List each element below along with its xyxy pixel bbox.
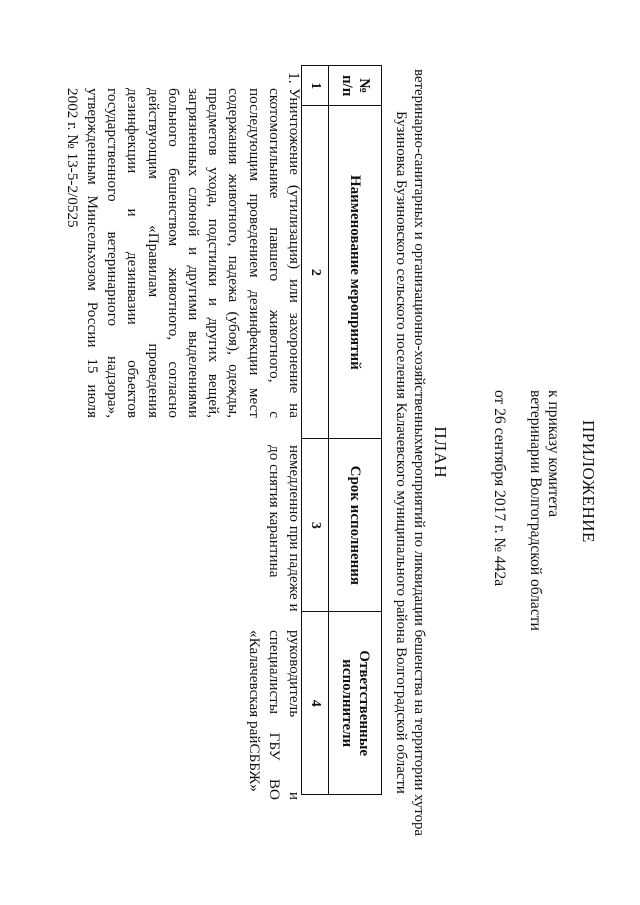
appendix-title: ПРИЛОЖЕНИЕ	[579, 420, 598, 543]
header-responsible: Ответственные исполнители	[329, 612, 382, 795]
plan-table	[301, 65, 382, 795]
plan-subtitle-line-2: Бузиновка Бузиновского сельского поселения Калачевского муниципального района Волгоградской области	[393, 111, 409, 794]
column-number-3: 3	[302, 439, 329, 612]
column-number-1: 1	[302, 66, 329, 106]
row-1-number: 1.	[285, 72, 302, 84]
header-actions: Наименование мероприятий	[329, 106, 382, 439]
plan-title: ПЛАН	[431, 426, 450, 479]
row-1-responsible: руководитель и специалисты ГБУ ВО «Калачевская райСББЖ»	[245, 630, 303, 800]
appendix-line-2: ветеринарии Волгоградской области	[527, 390, 544, 631]
row-1-deadline: немедленно при падеже и до снятия карантина	[265, 445, 303, 612]
appendix-order-date: от 26 сентября 2017 г. № 442а	[491, 390, 508, 587]
appendix-line-1: к приказу комитета	[545, 390, 562, 518]
plan-subtitle-line-1: ветеринарно-санитарных и организационно-хозяйственныхмероприятий по ликвидации бешенства на территории хутора	[411, 69, 427, 836]
header-number: № п/п	[329, 66, 382, 106]
column-number-2: 2	[302, 106, 329, 439]
column-number-4: 4	[302, 612, 329, 795]
row-1-action: Уничтожение (утилизация) или захоронение на скотомогильнике павшего животного, с последующим проведением дезинфекции мест содержания животного, падежа (убоя), одежды, предметов ухода, подстилки и других вещей, загрязненных слюной и другими выделениями больного бешенством животного, согласно действующим «Правилам проведения дезинфекции и дезинвазии объектов государственного ветеринарного надзора», утвержденным Минсельхозом России 15 июля 2002 г. № 13-5-2/0525	[63, 88, 303, 418]
header-deadline: Срок исполнения	[329, 439, 382, 612]
